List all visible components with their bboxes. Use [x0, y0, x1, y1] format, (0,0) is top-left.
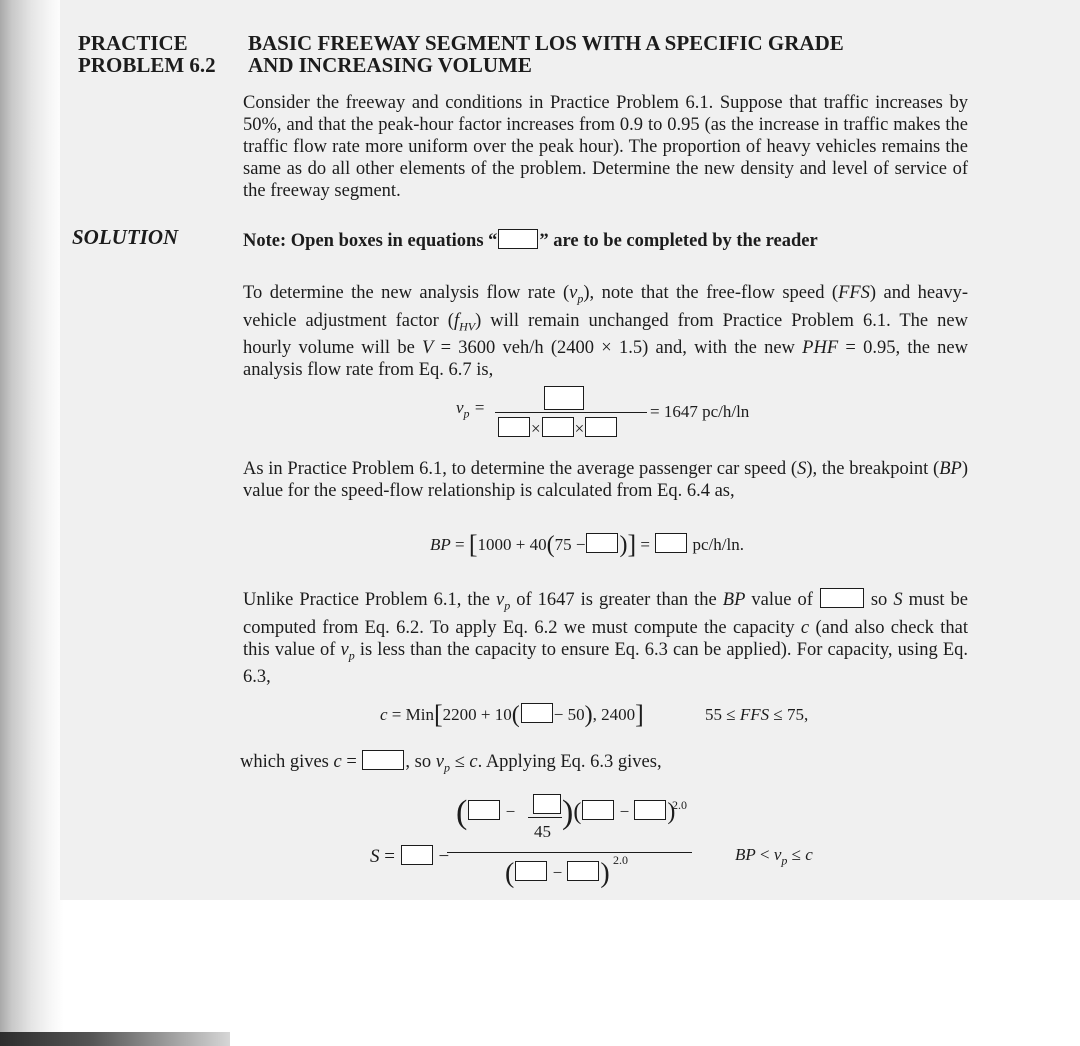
eq4-numerator: ( − [456, 794, 516, 831]
solution-paragraph-1: To determine the new analysis flow rate $(v_p)$, note that the free-flow speed (FFS) and heavy-vehicle adjustment factor $(f_{HV})$ will remain unchanged from Practice Problem 6.1. The new hourly volume will be V = 3600 veh/h (2400 × 1.5) and, with the new PHF = 0.95, the new analysis flow rate from Eq. 6.7 is, [243, 283, 969, 381]
eq4-numerator-right: )( − ) [562, 794, 676, 831]
answer-box[interactable] [362, 750, 404, 770]
answer-box[interactable] [498, 229, 538, 249]
answer-box[interactable] [655, 533, 687, 553]
answer-box[interactable] [401, 845, 433, 865]
note-line: Note: Open boxes in equations “ ” are to be completed by the reader [243, 231, 818, 251]
page-edge-shadow [0, 1032, 230, 1046]
problem-statement: Consider the freeway and conditions in Practice Problem 6.1. Suppose that traffic increases by 50%, and that the peak-hour factor increases from 0.9 to 0.95 (as the increase in traffic makes the traffic flow rate more uniform over the peak hour). The proportion of heavy vehicles remains the same as do all other elements of the problem. Determine the new density and level of service of the freeway segment. [243, 93, 968, 201]
eq1-lhs: $v_p$ = [456, 398, 486, 421]
answer-box[interactable] [515, 861, 547, 881]
eq2: BP = [1000 + 40(75 − )] = pc/h/ln. [430, 530, 744, 559]
answer-box[interactable] [468, 800, 500, 820]
answer-box[interactable] [533, 794, 561, 814]
eq3: c = Min[2200 + 10( − 50), 2400] [380, 700, 644, 729]
answer-box[interactable] [585, 417, 617, 437]
eq3-condition: 55 ≤ FFS ≤ 75, [705, 705, 809, 724]
solution-paragraph-4: which gives c = , so $v_p \le c$. Applying Eq. 6.3 gives, [240, 752, 662, 775]
eq1-denominator: × × [497, 417, 618, 439]
eq4-exponent: 2.0 [613, 853, 628, 867]
answer-box[interactable] [542, 417, 574, 437]
answer-box[interactable] [586, 533, 618, 553]
answer-box[interactable] [498, 417, 530, 437]
binding-shadow [0, 0, 64, 1046]
book-page [60, 0, 1080, 900]
eq4-denominator-45: 45 [534, 822, 551, 841]
answer-box[interactable] [567, 861, 599, 881]
answer-box[interactable] [544, 386, 584, 410]
fraction-bar [528, 817, 562, 818]
problem-label: PRACTICE PROBLEM 6.2 [78, 31, 216, 77]
eq4-condition: BP < $v_p \le c$ [735, 845, 813, 868]
eq1-result: = 1647 pc/h/ln [650, 402, 750, 421]
eq4-denominator: ( − ) [505, 858, 610, 889]
answer-box[interactable] [820, 588, 864, 608]
answer-box[interactable] [634, 800, 666, 820]
answer-box[interactable] [582, 800, 614, 820]
answer-box[interactable] [521, 703, 553, 723]
solution-paragraph-2: As in Practice Problem 6.1, to determine the average passenger car speed (S), the breakpoint (BP) value for the speed-flow relationship is calculated from Eq. 6.4 as, [243, 459, 968, 501]
fraction-bar [495, 412, 647, 413]
solution-label: SOLUTION [72, 225, 179, 249]
eq4-exponent: 2.0 [672, 798, 687, 812]
eq4-lhs: S = − [370, 846, 450, 867]
fraction-bar [447, 852, 692, 853]
problem-title: BASIC FREEWAY SEGMENT LOS WITH A SPECIFIC GRADE AND INCREASING VOLUME [248, 31, 844, 77]
solution-paragraph-3: Unlike Practice Problem 6.1, the $v_p$ of 1647 is greater than the BP value of so S must be computed from Eq. 6.2. To apply Eq. 6.2 we must compute the capacity c (and also check that this value of $v_p$ is less than the capacity to ensure Eq. 6.3 can be applied). For capacity, using Eq. 6.3, [243, 590, 969, 688]
